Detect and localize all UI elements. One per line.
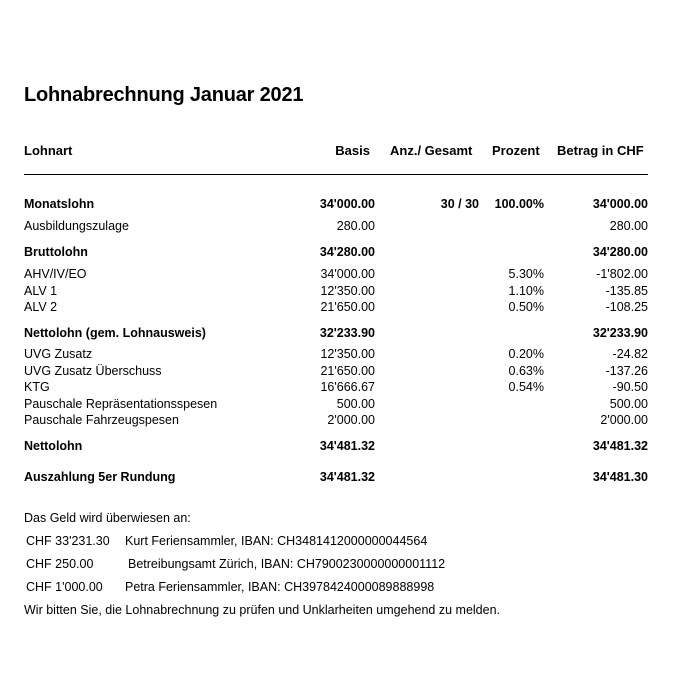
row-basis: 34'280.00: [319, 245, 375, 259]
table-row: [0, 413, 674, 429]
row-betrag: 2'000.00: [600, 413, 648, 427]
table-row: [0, 245, 674, 261]
table-row: [0, 397, 674, 413]
row-basis: 34'481.32: [319, 470, 375, 484]
table-row: [0, 347, 674, 363]
payment-amount: CHF 250.00: [26, 557, 94, 571]
row-prozent: 0.63%: [508, 364, 544, 378]
payment-line: [24, 534, 624, 550]
page-title: Lohnabrechnung Januar 2021: [24, 84, 304, 106]
row-lohnart: Nettolohn (gem. Lohnausweis): [24, 326, 206, 340]
row-lohnart: UVG Zusatz Überschuss: [24, 364, 162, 378]
row-basis: 2'000.00: [327, 413, 375, 427]
row-betrag: 500.00: [609, 397, 648, 411]
row-betrag: 32'233.90: [592, 326, 648, 340]
table-row: [0, 300, 674, 316]
row-betrag: -90.50: [612, 380, 648, 394]
header-prozent: Prozent: [492, 143, 540, 158]
row-basis: 34'481.32: [319, 439, 375, 453]
row-betrag: 34'481.30: [592, 470, 648, 484]
row-betrag: -135.85: [605, 284, 648, 298]
payment-line: [24, 580, 624, 596]
row-lohnart: Ausbildungszulage: [24, 219, 129, 233]
row-lohnart: Bruttolohn: [24, 245, 88, 259]
row-lohnart: ALV 2: [24, 300, 58, 314]
row-prozent: 100.00%: [494, 197, 544, 211]
row-prozent: 0.20%: [508, 347, 544, 361]
header-lohnart: Lohnart: [24, 143, 73, 158]
payment-amount: CHF 1'000.00: [26, 580, 103, 594]
row-lohnart: KTG: [24, 380, 50, 394]
row-betrag: -137.26: [605, 364, 648, 378]
payment-recipient: Petra Feriensammler, IBAN: CH3978424000089888998: [125, 580, 435, 594]
row-basis: 12'350.00: [320, 347, 375, 361]
table-row: [0, 197, 674, 213]
row-lohnart: Nettolohn: [24, 439, 83, 453]
row-basis: 32'233.90: [319, 326, 375, 340]
closing-note: Wir bitten Sie, die Lohnabrechnung zu prüfen und Unklarheiten umgehend zu melden.: [24, 603, 501, 617]
payment-recipient: Kurt Feriensammler, IBAN: CH3481412000000044564: [125, 534, 428, 548]
table-row: [0, 219, 674, 235]
row-basis: 12'350.00: [320, 284, 375, 298]
payment-amount: CHF 33'231.30: [26, 534, 110, 548]
row-lohnart: AHV/IV/EO: [24, 267, 87, 281]
header-anz: Anz./ Gesamt: [390, 143, 473, 158]
row-basis: 21'650.00: [320, 364, 375, 378]
row-betrag: 280.00: [609, 219, 648, 233]
payment-intro: Das Geld wird überwiesen an:: [24, 511, 191, 525]
row-basis: 16'666.67: [320, 380, 375, 394]
row-lohnart: Monatslohn: [24, 197, 95, 211]
row-basis: 34'000.00: [320, 267, 375, 281]
table-row: [0, 284, 674, 300]
row-lohnart: Pauschale Fahrzeugspesen: [24, 413, 179, 427]
table-row: [0, 470, 674, 486]
row-prozent: 1.10%: [508, 284, 544, 298]
table-row: [0, 439, 674, 455]
row-prozent: 0.50%: [508, 300, 544, 314]
row-betrag: -1'802.00: [596, 267, 648, 281]
row-basis: 280.00: [336, 219, 375, 233]
row-lohnart: Auszahlung 5er Rundung: [24, 470, 176, 484]
row-anz: 30 / 30: [440, 197, 479, 211]
payment-recipient: Betreibungsamt Zürich, IBAN: CH7900230000000001112: [128, 557, 446, 571]
header-divider: [24, 174, 648, 175]
header-betrag: Betrag in CHF: [557, 143, 644, 158]
row-prozent: 5.30%: [508, 267, 544, 281]
row-betrag: -24.82: [612, 347, 648, 361]
row-lohnart: Pauschale Repräsentationsspesen: [24, 397, 218, 411]
row-betrag: 34'000.00: [592, 197, 648, 211]
table-row: [0, 326, 674, 342]
row-lohnart: UVG Zusatz: [24, 347, 93, 361]
row-basis: 34'000.00: [319, 197, 375, 211]
row-prozent: 0.54%: [508, 380, 544, 394]
table-row: [0, 380, 674, 396]
row-betrag: 34'280.00: [592, 245, 648, 259]
table-row: [0, 364, 674, 380]
row-basis: 21'650.00: [320, 300, 375, 314]
payment-line: [24, 557, 624, 573]
row-lohnart: ALV 1: [24, 284, 58, 298]
header-basis: Basis: [335, 143, 370, 158]
row-basis: 500.00: [336, 397, 375, 411]
row-betrag: 34'481.32: [592, 439, 648, 453]
table-row: [0, 267, 674, 283]
row-betrag: -108.25: [605, 300, 648, 314]
